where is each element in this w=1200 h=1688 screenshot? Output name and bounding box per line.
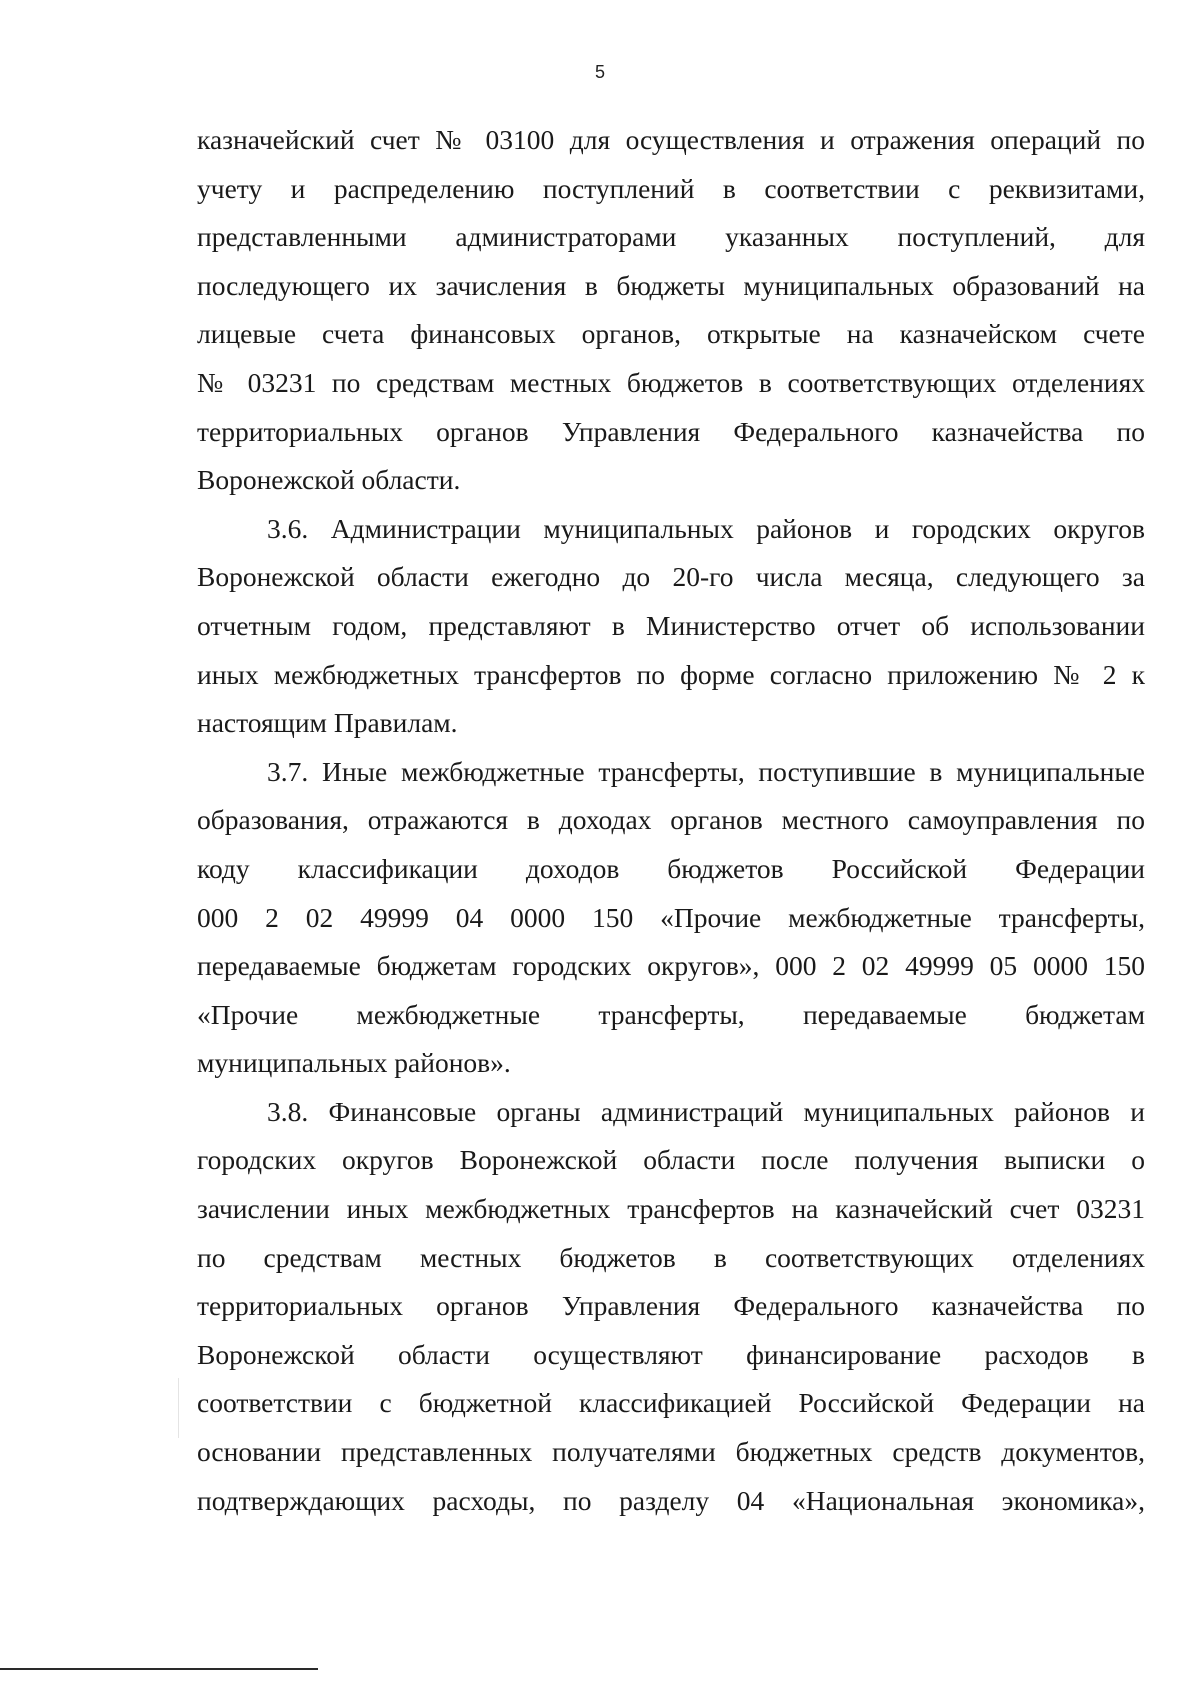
text-line: образования, отражаются в доходах органов местного самоуправления по (197, 804, 1145, 836)
text-line: «Прочие межбюджетные трансферты, передаваемые бюджетам (197, 998, 1145, 1030)
text-line: Воронежской области ежегодно до 20-го числа месяца, следующего за (197, 561, 1145, 593)
text-line: передаваемые бюджетам городских округов», 000 2 02 49999 05 0000 150 (197, 950, 1145, 982)
text-line: муниципальных районов». (197, 1047, 511, 1079)
text-line: коду классификации доходов бюджетов Российской Федерации (197, 852, 1145, 884)
text-line: зачислении иных межбюджетных трансфертов на казначейский счет 03231 (197, 1193, 1145, 1225)
text-line: городских округов Воронежской области после получения выписки о (197, 1144, 1145, 1176)
text-line: учету и распределению поступлений в соответствии с реквизитами, (197, 172, 1145, 204)
text-line: территориальных органов Управления Федерального казначейства по (197, 415, 1145, 447)
text-line: основании представленных получателями бюджетных средств документов, (197, 1436, 1145, 1468)
text-line: подтверждающих расходы, по разделу 04 «Национальная экономика», (197, 1484, 1145, 1516)
paragraph-continuation (197, 116, 1145, 505)
text-line: лицевые счета финансовых органов, открытые на казначейском счете (197, 318, 1145, 350)
text-line: последующего их зачисления в бюджеты муниципальных образований на (197, 269, 1145, 301)
paragraph-3-7 (197, 748, 1145, 1088)
paragraph-3-8 (197, 1088, 1145, 1525)
document-body (197, 116, 1145, 1525)
scan-artifact (178, 1378, 179, 1438)
text-line: 3.8. Финансовые органы администраций муниципальных районов и (267, 1095, 1145, 1127)
text-line: 3.6. Администрации муниципальных районов и городских округов (267, 512, 1145, 544)
paragraph-3-6 (197, 505, 1145, 748)
text-line: настоящим Правилам. (197, 707, 458, 739)
text-line: по средствам местных бюджетов в соответствующих отделениях (197, 1241, 1145, 1273)
text-line: 000 2 02 49999 04 0000 150 «Прочие межбюджетные трансферты, (197, 901, 1145, 933)
text-line: отчетным годом, представляют в Министерство отчет об использовании (197, 609, 1145, 641)
text-line: казначейский счет № 03100 для осуществления и отражения операций по (197, 124, 1145, 155)
text-line: территориальных органов Управления Федерального казначейства по (197, 1290, 1145, 1322)
text-line: 3.7. Иные межбюджетные трансферты, поступившие в муниципальные (267, 755, 1145, 787)
footer-rule (0, 1668, 318, 1670)
text-line: соответствии с бюджетной классификацией Российской Федерации на (197, 1387, 1145, 1419)
text-line: Воронежской области осуществляют финансирование расходов в (197, 1338, 1145, 1370)
text-line: № 03231 по средствам местных бюджетов в соответствующих отделениях (197, 366, 1145, 398)
text-line: представленными администраторами указанных поступлений, для (197, 221, 1145, 253)
text-line: иных межбюджетных трансфертов по форме согласно приложению № 2 к (197, 658, 1145, 690)
page-number: 5 (594, 62, 605, 82)
text-line: Воронежской области. (197, 464, 461, 496)
